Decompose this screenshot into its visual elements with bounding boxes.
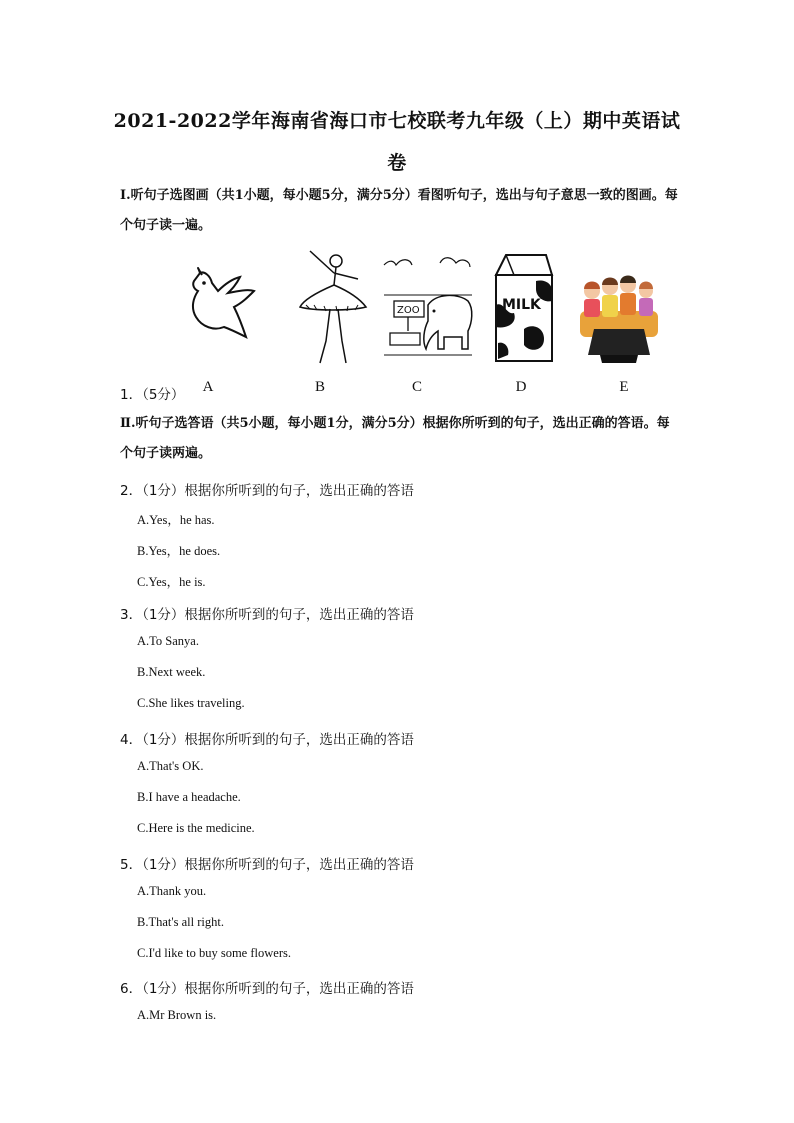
question-2-stem: 2．（1分）根据你所听到的句子，选出正确的答语 xyxy=(120,483,414,499)
question-4-option-c: C.Here is the medicine. xyxy=(137,821,255,835)
svg-text:ZOO: ZOO xyxy=(397,305,420,316)
question-6-option-a: A.Mr Brown is. xyxy=(137,1008,217,1022)
picture-letter-c: C xyxy=(411,379,422,395)
question-2-option-a: A.Yes，he has. xyxy=(137,513,215,527)
family-watching-tv-icon xyxy=(576,245,662,375)
picture-letter-e: E xyxy=(619,379,629,395)
question-3-option-c: C.She likes traveling. xyxy=(137,696,245,710)
milk-carton-icon xyxy=(488,245,556,375)
bird-icon xyxy=(188,245,256,375)
question-5-option-a: A.Thank you. xyxy=(137,884,207,898)
question-4-option-b: B.I have a headache. xyxy=(137,790,241,804)
question-5-option-b: B.That's all right. xyxy=(137,915,224,929)
question-1-number: 1．（5分） xyxy=(120,387,185,403)
milk-label: MILK xyxy=(502,297,541,313)
picture-letter-d: D xyxy=(515,379,527,395)
section1-heading: Ⅰ.听句子选图画（共1小题，每小题5分，满分5分）看图听句子，选出与句子意思一致的图画。每个句子读一遍。 xyxy=(120,188,678,233)
question-4-option-a: A.That's OK. xyxy=(137,759,204,773)
question-2-option-c: C.Yes，he is. xyxy=(137,575,206,589)
zoo-elephant-icon xyxy=(380,245,476,375)
question-4-stem: 4．（1分）根据你所听到的句子，选出正确的答语 xyxy=(120,732,414,748)
picture-letter-a: A xyxy=(202,379,214,395)
exam-title-line2: 卷 xyxy=(387,152,407,174)
question-3-option-a: A.To Sanya. xyxy=(137,634,199,648)
question-5-option-c: C.I'd like to buy some flowers. xyxy=(137,946,291,960)
question-2-option-b: B.Yes，he does. xyxy=(137,544,221,558)
question-6-stem: 6．（1分）根据你所听到的句子，选出正确的答语 xyxy=(120,981,414,997)
ballerina-icon xyxy=(290,245,370,375)
exam-title-line1: 2021-2022学年海南省海口市七校联考九年级（上）期中英语试 xyxy=(113,110,681,132)
question-5-stem: 5．（1分）根据你所听到的句子，选出正确的答语 xyxy=(120,857,414,873)
question-3-option-b: B.Next week. xyxy=(137,665,206,679)
picture-letter-b: B xyxy=(314,379,325,395)
question-3-stem: 3．（1分）根据你所听到的句子，选出正确的答语 xyxy=(120,607,414,623)
section2-heading: Ⅱ.听句子选答语（共5小题，每小题1分，满分5分）根据你所听到的句子，选出正确的答语。每个句子读两遍。 xyxy=(120,416,670,461)
